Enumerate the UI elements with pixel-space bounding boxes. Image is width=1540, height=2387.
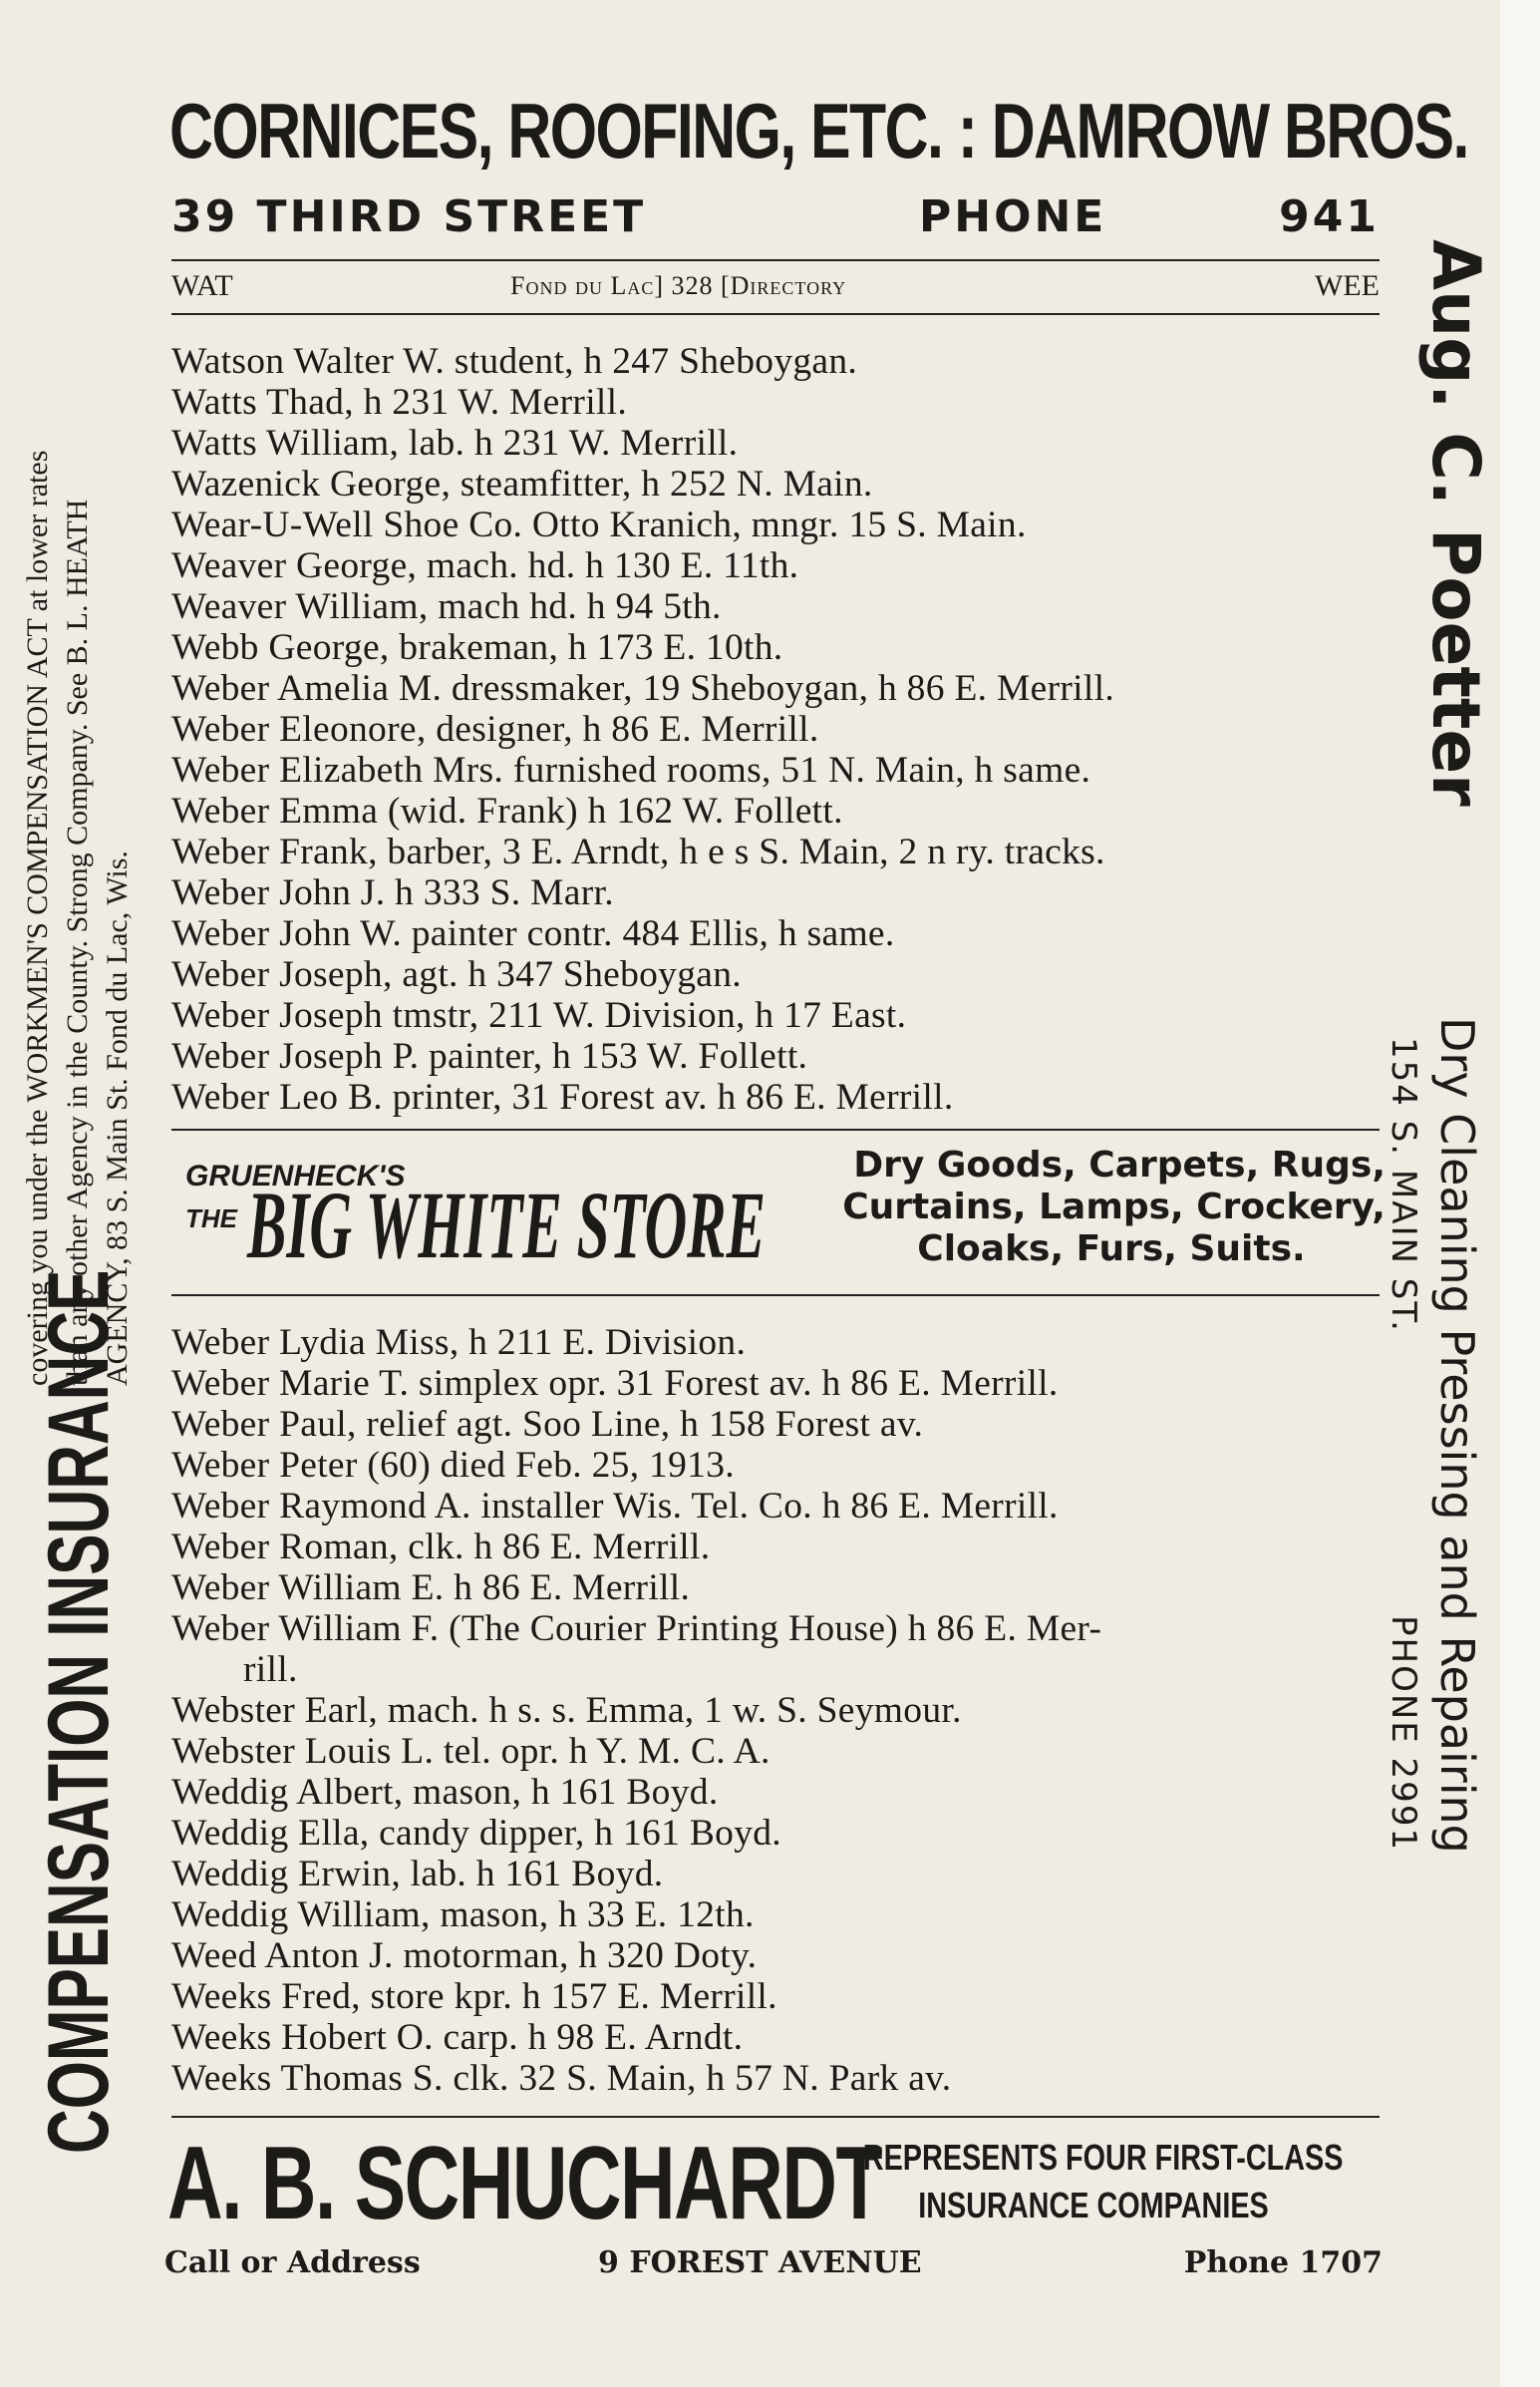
directory-entry: Weber William E. h 86 E. Merrill. — [171, 1567, 691, 1608]
page-edge — [1500, 0, 1540, 2387]
bottom-ad-phone: Phone 1707 — [1183, 2245, 1383, 2280]
divider — [171, 313, 1380, 315]
logo-big-text: BIG WHITE STORE — [246, 1172, 767, 1271]
directory-entry: Weber Emma (wid. Frank) h 162 W. Follett. — [171, 791, 843, 832]
running-head-right: WEE — [1315, 269, 1380, 302]
directory-entry: Weber Peter (60) died Feb. 25, 1913. — [171, 1445, 735, 1486]
directory-entry: Weber Leo B. printer, 31 Forest av. h 86 E. Merrill. — [171, 1077, 954, 1118]
directory-entry: Wear-U-Well Shoe Co. Otto Kranich, mngr. 15 S. Main. — [171, 505, 1027, 545]
right-ad-phone: PHONE 2991 — [1384, 1615, 1423, 1853]
bottom-ad-call: Call or Address — [164, 2245, 421, 2280]
directory-entry: Weber Frank, barber, 3 E. Arndt, h e s S. Main, 2 n ry. tracks. — [171, 832, 1105, 872]
store-ad-line-2: Curtains, Lamps, Crockery, — [842, 1187, 1386, 1227]
store-ad-line-3: Cloaks, Furs, Suits. — [917, 1228, 1306, 1269]
directory-entry: rill. — [243, 1649, 298, 1690]
directory-entry: Wazenick George, steamfitter, h 252 N. Main. — [171, 464, 873, 505]
directory-entry: Weber William F. (The Courier Printing House) h 86 E. Mer- — [171, 1608, 1102, 1649]
directory-entry: Watson Walter W. student, h 247 Sheboygan. — [171, 341, 858, 382]
top-ad-title: CORNICES, ROOFING, ETC. : DAMROW BROS. — [169, 87, 1468, 174]
logo-the-text: THE — [185, 1203, 237, 1233]
big-white-store-logo — [177, 1150, 780, 1271]
right-ad-services: Dry Cleaning Pressing and Repairing — [1430, 1017, 1484, 1854]
directory-entry: Weber Elizabeth Mrs. furnished rooms, 51 N. Main, h same. — [171, 750, 1091, 791]
divider — [171, 1294, 1380, 1296]
directory-entry: Weber Lydia Miss, h 211 E. Division. — [171, 1322, 747, 1363]
store-ad-line-1: Dry Goods, Carpets, Rugs, — [853, 1145, 1386, 1186]
right-side-ad — [1356, 239, 1495, 2134]
directory-entry: Weddig Ella, candy dipper, h 161 Boyd. — [171, 1813, 781, 1854]
directory-entry: Weber Raymond A. installer Wis. Tel. Co. h 86 E. Merrill. — [171, 1486, 1059, 1527]
directory-entries-bottom — [171, 1322, 1387, 2099]
directory-entry: Weber Marie T. simplex opr. 31 Forest av. h 86 E. Merrill. — [171, 1363, 1059, 1404]
top-ad-address: 39 THIRD STREET — [171, 191, 647, 242]
directory-entry: Watts William, lab. h 231 W. Merrill. — [171, 423, 739, 464]
directory-entry: Webster Earl, mach. h s. s. Emma, 1 w. S. Seymour. — [171, 1690, 962, 1731]
bottom-ad-name: A. B. SCHUCHARDT — [167, 2126, 881, 2241]
left-side-ad — [18, 160, 146, 2154]
directory-entry: Weber Joseph tmstr, 211 W. Division, h 17 East. — [171, 995, 907, 1036]
left-ad-line-3: AGENCY, 83 S. Main St. Fond du Lac, Wis. — [101, 851, 134, 1386]
logo-small-text: GRUENHECK'S — [185, 1160, 406, 1193]
running-head-left: WAT — [171, 269, 233, 302]
bottom-ad-tagline-1: REPRESENTS FOUR FIRST-CLASS — [862, 2137, 1344, 2178]
bottom-ad-tagline — [805, 2134, 1382, 2229]
top-ad-contact — [171, 191, 1380, 243]
directory-entry: Weaver George, mach. hd. h 130 E. 11th. — [171, 545, 799, 586]
directory-entry: Weber Joseph P. painter, h 153 W. Follett. — [171, 1036, 808, 1077]
directory-entry: Weber Paul, relief agt. Soo Line, h 158 Forest av. — [171, 1404, 924, 1445]
directory-entry: Weber Roman, clk. h 86 E. Merrill. — [171, 1527, 711, 1567]
directory-entry: Weeks Fred, store kpr. h 157 E. Merrill. — [171, 1976, 777, 2017]
divider — [171, 259, 1380, 261]
store-ad-text — [797, 1145, 1386, 1270]
directory-entries-top — [171, 341, 1387, 1118]
left-ad-line-2: than any other Agency in the County. Strong Company. See B. L. HEATH — [61, 499, 94, 1386]
directory-entry: Weeks Hobert O. carp. h 98 E. Arndt. — [171, 2017, 744, 2058]
directory-entry: Weber Joseph, agt. h 347 Sheboygan. — [171, 954, 742, 995]
directory-entry: Webster Louis L. tel. opr. h Y. M. C. A. — [171, 1731, 770, 1772]
left-ad-title: COMPENSATION INSURANCE — [31, 1269, 127, 2154]
right-ad-name: Aug. C. Poetter — [1417, 239, 1494, 807]
directory-entry: Weber Amelia M. dressmaker, 19 Sheboygan, h 86 E. Merrill. — [171, 668, 1115, 709]
right-ad-address: 154 S. MAIN ST. — [1384, 1037, 1423, 1333]
directory-entry: Weed Anton J. motorman, h 320 Doty. — [171, 1935, 758, 1976]
bottom-ad-footer — [164, 2243, 1383, 2283]
directory-entry: Weber John W. painter contr. 484 Ellis, h same. — [171, 913, 895, 954]
directory-entry: Weddig William, mason, h 33 E. 12th. — [171, 1894, 755, 1935]
top-ad-phone-label: PHONE — [919, 191, 1107, 242]
bottom-ad-tagline-2: INSURANCE COMPANIES — [918, 2185, 1269, 2225]
running-head-center: Fond du Lac] 328 [Directory — [510, 271, 847, 300]
running-head — [171, 269, 1380, 303]
directory-entry: Weddig Erwin, lab. h 161 Boyd. — [171, 1854, 664, 1894]
divider — [171, 1129, 1380, 1131]
directory-entry: Weber Eleonore, designer, h 86 E. Merrill. — [171, 709, 819, 750]
directory-entry: Weddig Albert, mason, h 161 Boyd. — [171, 1772, 719, 1813]
left-ad-body — [18, 179, 138, 1386]
left-ad-line-1: covering you under the WORKMEN'S COMPENSATION ACT at lower rates — [21, 450, 54, 1386]
top-ad-phone: 941 — [1279, 191, 1380, 242]
directory-entry: Weeks Thomas S. clk. 32 S. Main, h 57 N. Park av. — [171, 2058, 952, 2099]
directory-entry: Weber John J. h 333 S. Marr. — [171, 872, 614, 913]
directory-entry: Webb George, brakeman, h 173 E. 10th. — [171, 627, 783, 668]
directory-entry: Weaver William, mach hd. h 94 5th. — [171, 586, 722, 627]
directory-entry: Watts Thad, h 231 W. Merrill. — [171, 382, 628, 423]
bottom-ad-address: 9 FOREST AVENUE — [598, 2245, 922, 2280]
divider — [171, 2116, 1380, 2118]
